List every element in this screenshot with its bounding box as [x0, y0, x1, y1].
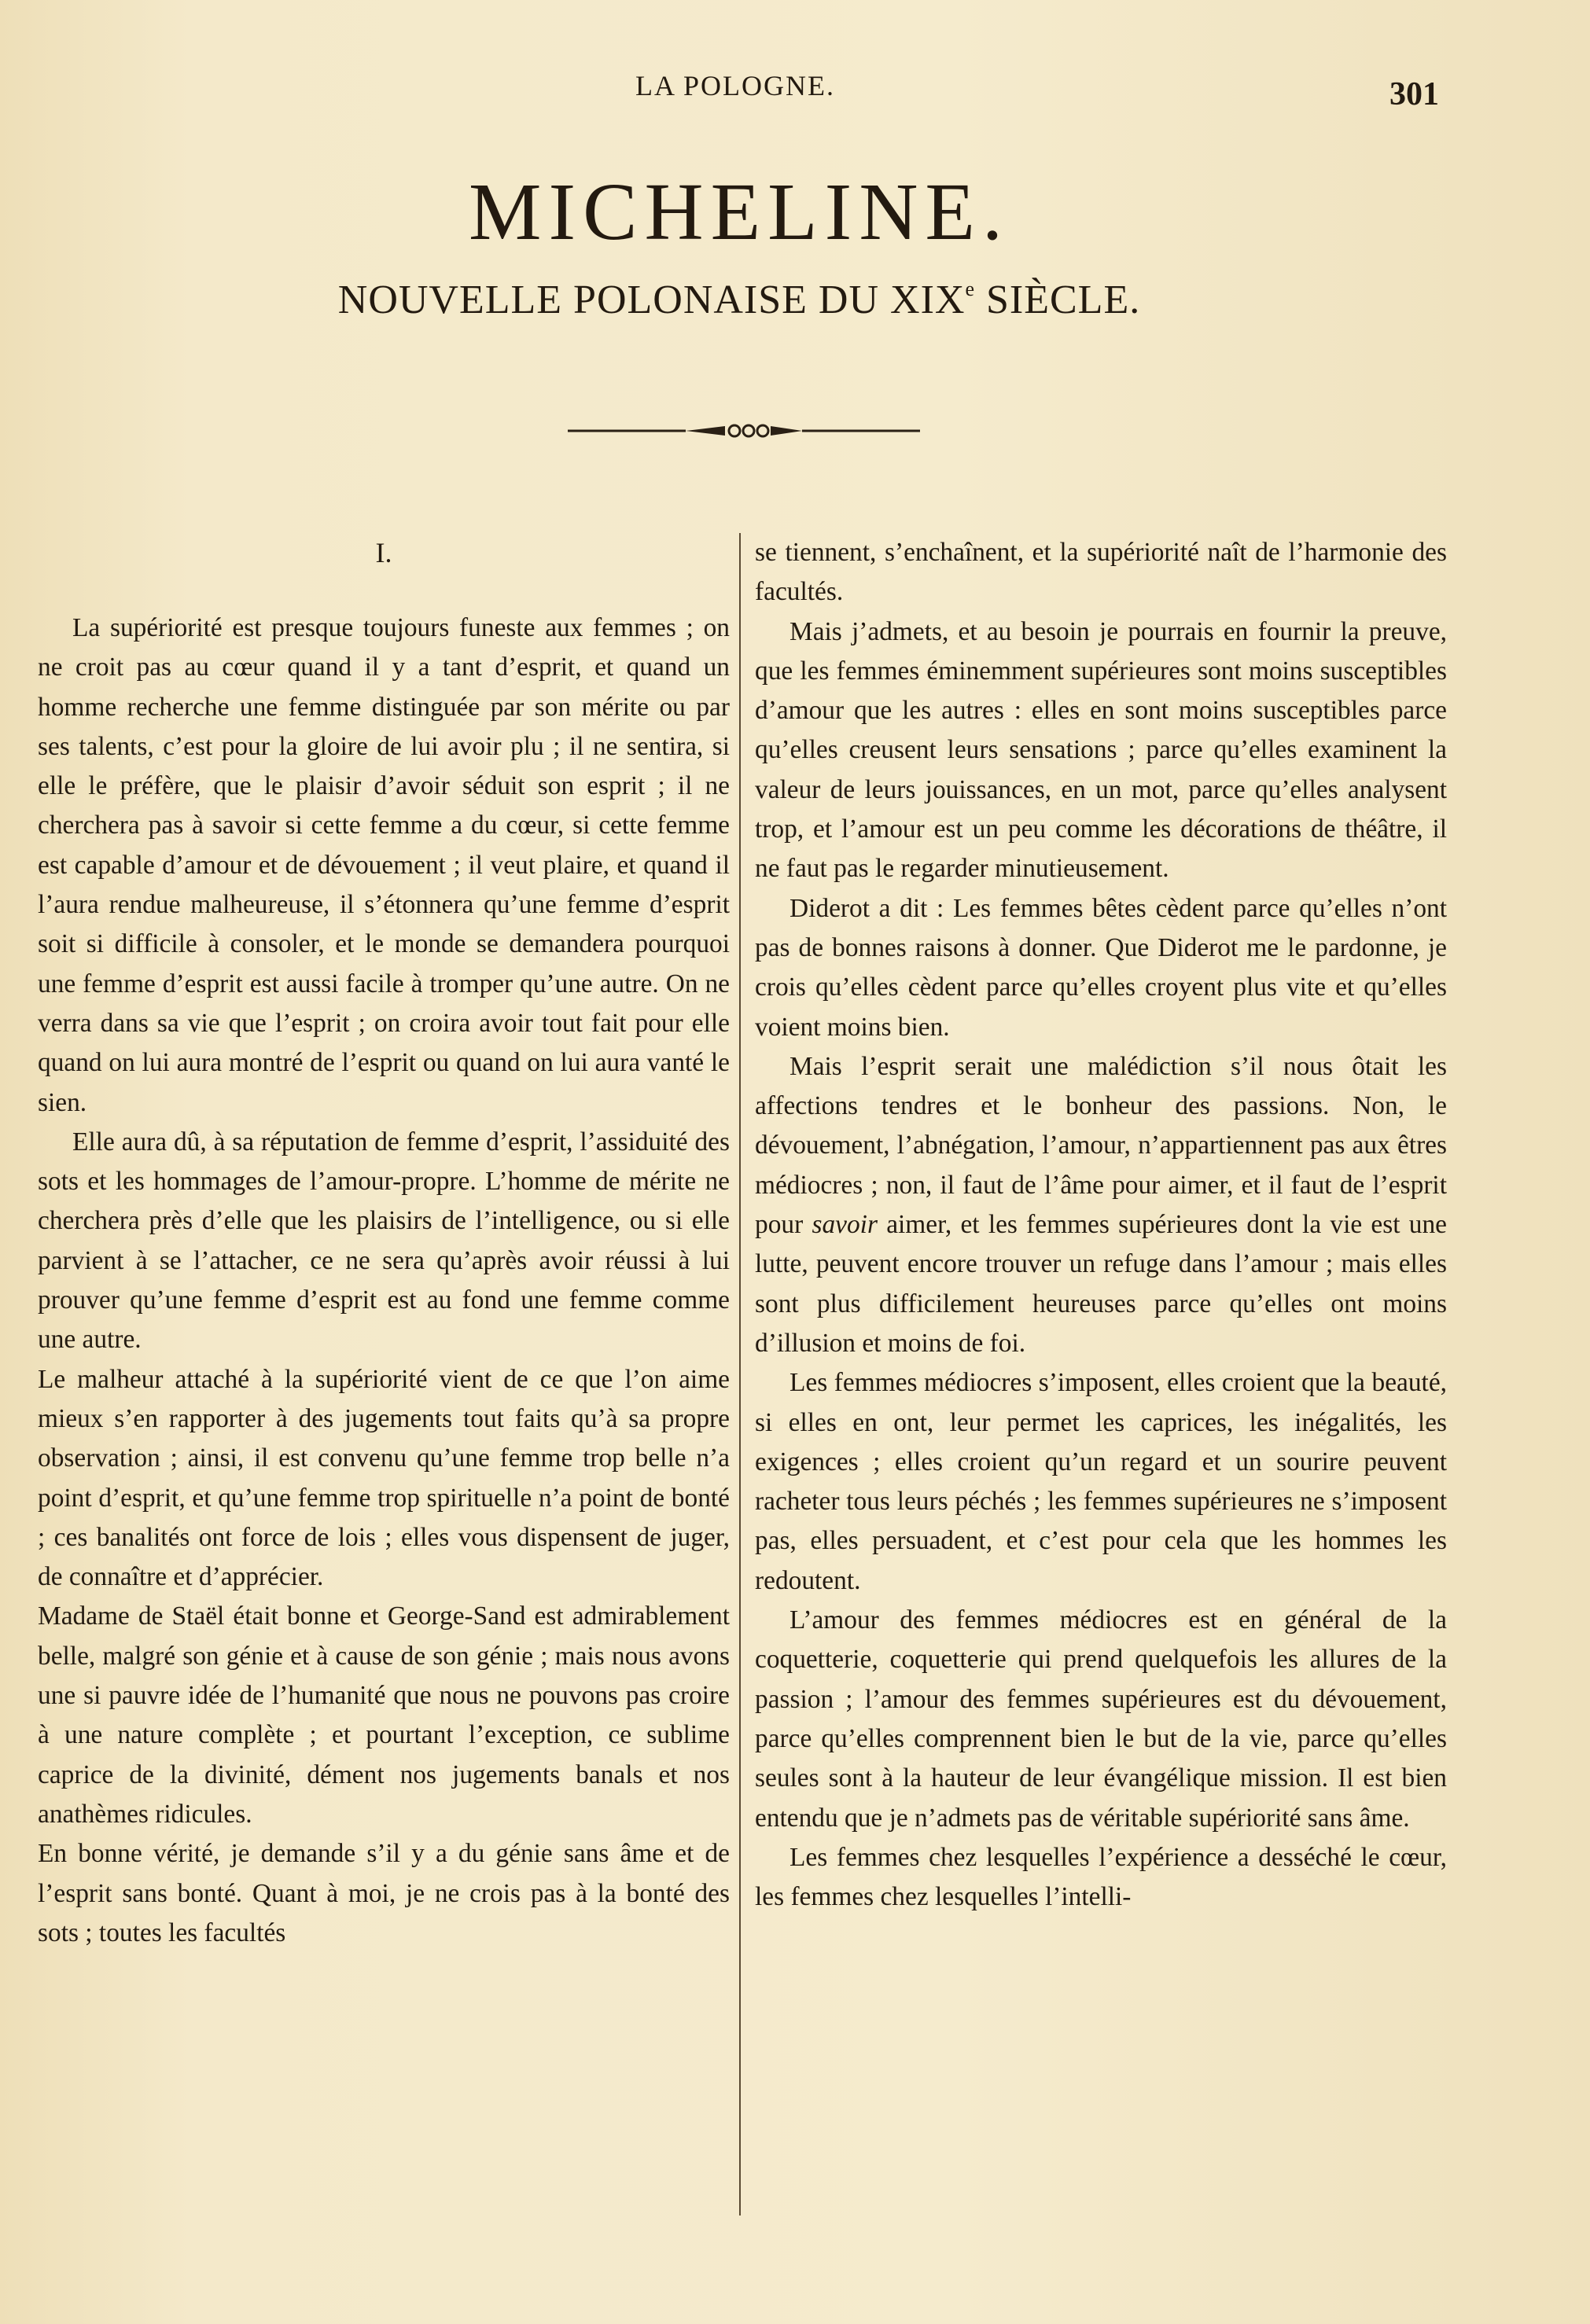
- paragraph: La supériorité est presque toujours funeste aux femmes ; on ne croit pas au cœur quand il y a tant d’esprit, et quand un homme recherche une femme distinguée par son mérite ou par ses talents, c’est pour la gloire de lui avoir plu ; il ne sentira, si elle le préfère, que le plaisir d’avoir séduit son esprit ; il ne cherchera pas à savoir si cette femme a du cœur, si cette femme est capable d’amour et de dévouement ; il veut plaire, et quand il l’aura rendue malheureuse, il s’étonnera qu’une femme d’esprit soit si difficile à consoler, et le monde se demandera pourquoi une femme d’esprit est aussi facile à tromper qu’une autre. On ne verra dans sa vie que l’esprit ; on croira avoir tout fait pour elle quand on lui aura montré de l’esprit ou quand on lui aura vanté le sien.: [38, 613, 730, 1117]
- subtitle-text-end: SIÈCLE.: [975, 278, 1141, 322]
- ornamental-divider-icon: [568, 415, 920, 447]
- paragraph-text: aimer, et les femmes supérieures dont la vie est une lutte, peuvent encore trouver un refuge dans l’amour ; mais elles sont plus difficilement heureuses parce qu’elles ont moins d’illusion et moins de foi.: [755, 1210, 1447, 1358]
- paragraph: Les femmes chez lesquelles l’expérience a desséché le cœur, les femmes chez lesquelles l’intelli-: [755, 1842, 1447, 1912]
- paragraph-continuation: se tiennent, s’enchaînent, et la supériorité naît de l’harmonie des facultés.: [755, 538, 1447, 607]
- running-head: LA POLOGNE.: [635, 70, 835, 101]
- paragraph: Mais j’admets, et au besoin je pourrais en fournir la preuve, que les femmes éminemment supérieures sont moins susceptibles d’amour que les autres : elles en sont moins susceptibles parce qu’elles creusent leurs sensations ; parce qu’elles examinent la valeur de leurs jouissances, en un mot, parce qu’elles analysent trop, et l’amour est un peu comme les décorations de théâtre, il ne faut pas le regarder minutieusement.: [755, 616, 1447, 884]
- section-heading: I.: [375, 537, 392, 568]
- paragraph: Diderot a dit : Les femmes bêtes cèdent parce qu’elles n’ont pas de bonnes raisons à donner. Que Diderot me le pardonne, je crois qu’elles cèdent parce qu’elles croyent plus vite et qu’elles voient moins bien.: [755, 893, 1447, 1042]
- paragraph: L’amour des femmes médiocres est en général de la coquetterie, coquetterie qui prend quelquefois les allures de la passion ; l’amour des femmes supérieures est du dévouement, parce qu’elles comprennent bien le but de la vie, parce qu’elles seules sont à la hauteur de leur évangélique mission. Il est bien entendu que je n’admets pas de véritable supériorité sans âme.: [755, 1605, 1447, 1833]
- left-column: [38, 533, 730, 1953]
- subtitle-superscript: e: [965, 278, 975, 300]
- article-title: MICHELINE.: [469, 167, 1010, 257]
- page-number: 301: [1389, 76, 1439, 112]
- paragraph: [755, 1047, 1447, 1363]
- paragraph: Le malheur attaché à la supériorité vient de ce que l’on aime mieux s’en rapporter à des jugements tout faits qu’à sa propre observation ; ainsi, il est convenu qu’une femme trop belle n’a point d’esprit, et qu’une femme trop spirituelle n’a point de bonté ; ces banalités ont force de lois ; elles vous dispensent de juger, de connaître et d’apprécier.: [38, 1364, 730, 1592]
- paragraph: Les femmes médiocres s’imposent, elles croient que la beauté, si elles en ont, leur permet les caprices, les inégalités, les exigences ; elles croient qu’un regard et un sourire peuvent racheter tous leurs péchés ; les femmes supérieures ne s’imposent pas, elles persuadent, et c’est pour cela que les hommes les redoutent.: [755, 1368, 1447, 1595]
- paragraph: En bonne vérité, je demande s’il y a du génie sans âme et de l’esprit sans bonté. Quant à moi, je ne crois pas à la bonté des sots ; toutes les facultés: [38, 1839, 730, 1947]
- paragraph: Madame de Staël était bonne et George-Sand est admirablement belle, malgré son génie et à cause de son génie ; mais nous avons une si pauvre idée de l’humanité que nous ne pouvons pas croire à une nature complète ; et pourtant l’exception, ce sublime caprice de la divinité, dément nos jugements banals et nos anathèmes ridicules.: [38, 1601, 730, 1829]
- paragraph-text: Mais l’esprit serait une malédiction s’il nous ôtait les affections tendres et le bonheur des passions. Non, le dévouement, l’abnégation, l’amour, n’appartiennent pas aux êtres médiocres ; non, il faut de l’âme pour aimer, et il faut de l’esprit pour: [755, 1051, 1447, 1240]
- article-subtitle: [0, 277, 1478, 323]
- subtitle-text: NOUVELLE POLONAISE DU XIX: [337, 278, 966, 322]
- emphasis-text: savoir: [812, 1210, 878, 1240]
- paragraph: Elle aura dû, à sa réputation de femme d’esprit, l’assiduité des sots et les hommages de l’amour-propre. L’homme de mérite ne cherchera près d’elle que les plaisirs de l’intelligence, ou si elle parvient à se l’attacher, ce ne sera qu’après avoir réussi à lui prouver qu’une femme d’esprit est au fond une femme comme une autre.: [38, 1127, 730, 1355]
- column-divider: [739, 533, 741, 2216]
- right-column: [755, 533, 1447, 1917]
